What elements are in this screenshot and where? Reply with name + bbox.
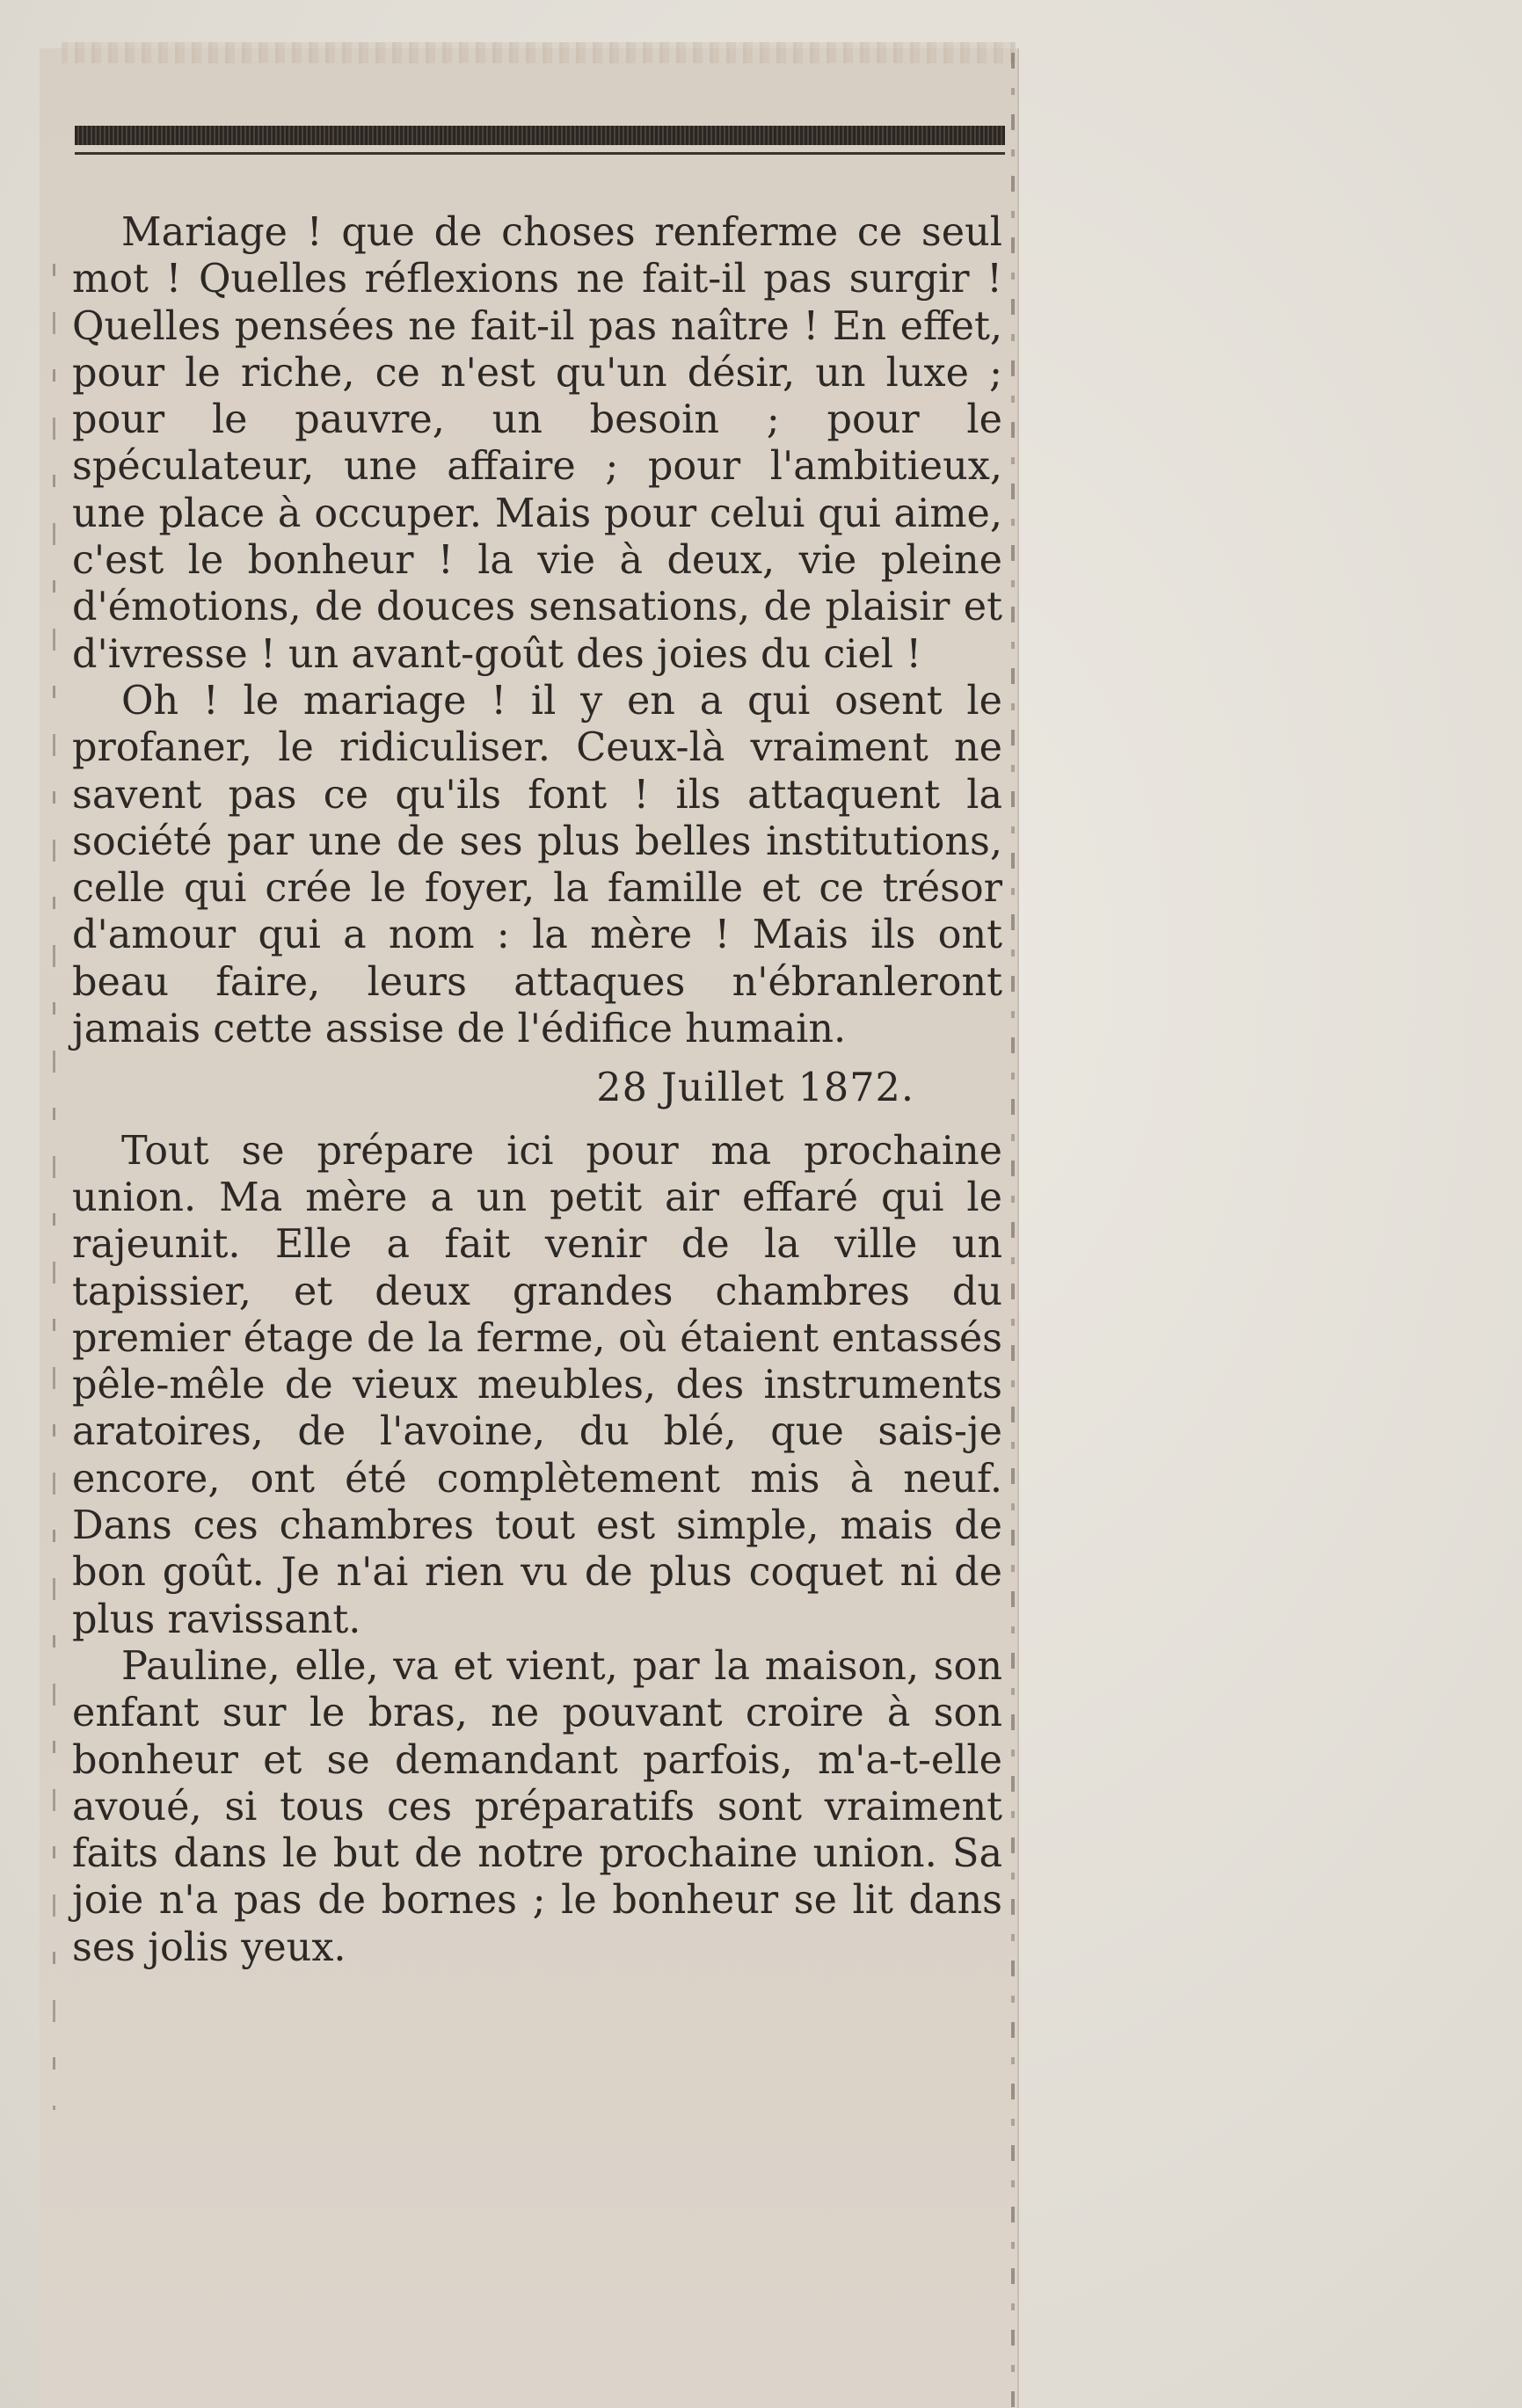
torn-top-edge xyxy=(62,42,1016,63)
paragraph-tout-se-prepare: Tout se prépare ici pour ma prochaine union. Ma mère a un petit air effaré qui le rajeunit. Elle a fait venir de la ville un tapissier, et deux grandes chambres du premier étage de la ferme, où étaient entassés pêle-mêle de vieux meubles, des instruments aratoires, de l'avoine, du blé, que sais-je encore, ont été complètement mis à neuf. Dans ces chambres tout est simple, mais de bon goût. Je n'ai rien vu de plus coquet ni de plus ravissant. xyxy=(72,1128,1002,1642)
column-right-edge xyxy=(1011,53,1015,2408)
text-column xyxy=(72,209,1002,1971)
column-left-edge xyxy=(53,264,55,2110)
header-rule-thick xyxy=(75,126,1005,145)
date-heading: 28 Juillet 1872. xyxy=(596,1066,914,1111)
header-rule-thin xyxy=(75,152,1005,155)
paragraph-oh-le-mariage: Oh ! le mariage ! il y en a qui osent le profaner, le ridiculiser. Ceux-là vraiment ne savent pas ce qu'ils font ! ils attaquent la société par une de ses plus belles institutions, celle qui crée le foyer, la famille et ce trésor d'amour qui a nom : la mère ! Mais ils ont beau faire, leurs attaques n'ébranleront jamais cette assise de l'édifice humain. xyxy=(72,678,1002,1052)
paragraph-pauline: Pauline, elle, va et vient, par la maison, son enfant sur le bras, ne pouvant croire à son bonheur et se demandant parfois, m'a-t-elle avoué, si tous ces préparatifs sont vraiment faits dans le but de notre prochaine union. Sa joie n'a pas de bornes ; le bonheur se lit dans ses jolis yeux. xyxy=(72,1643,1002,1970)
paragraph-mariage: Mariage ! que de choses renferme ce seul mot ! Quelles réflexions ne fait-il pas surgir ! Quelles pensées ne fait-il pas naître ! En effet, pour le riche, ce n'est qu'un désir, un luxe ; pour le pauvre, un besoin ; pour le spéculateur, une affaire ; pour l'ambitieux, une place à occuper. Mais pour celui qui aime, c'est le bonheur ! la vie à deux, vie pleine d'émotions, de douces sensations, de plaisir et d'ivresse ! un avant-goût des joies du ciel ! xyxy=(72,210,1002,677)
